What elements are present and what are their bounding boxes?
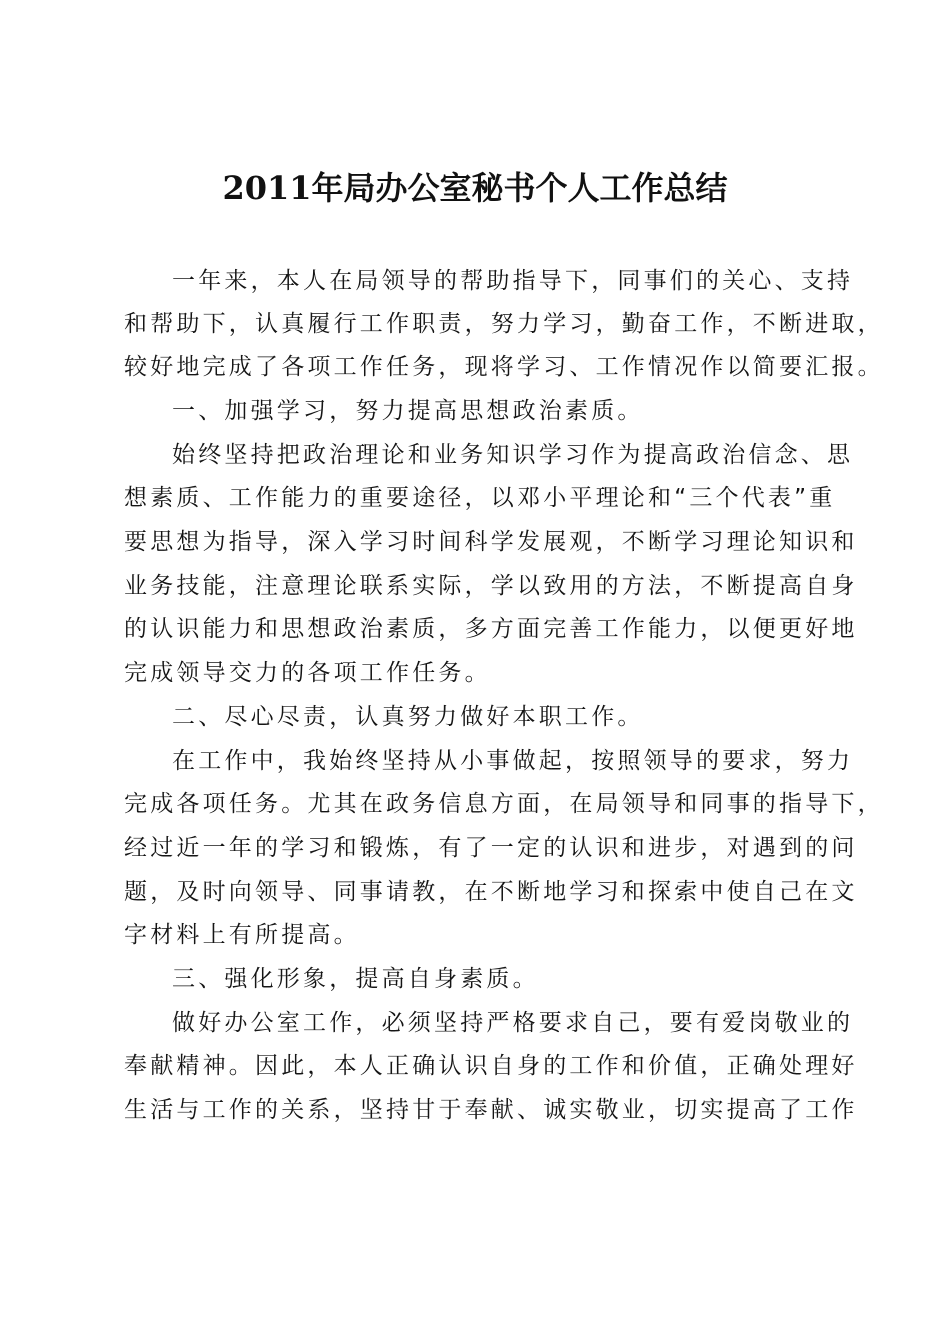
section-heading-3: 三、强化形象，提高自身素质。 [172, 966, 539, 992]
paragraph-line: 完成各项任务。尤其在政务信息方面，在局领导和同事的指导下， [124, 791, 884, 817]
paragraph-line: 一年来，本人在局领导的帮助指导下，同事们的关心、支持 [172, 268, 854, 294]
paragraph-line: 业务技能，注意理论联系实际，学以致用的方法，不断提高自身 [124, 573, 858, 599]
paragraph-line: 题，及时向领导、同事请教，在不断地学习和探索中使自己在文 [124, 879, 858, 905]
section-heading-1: 一、加强学习，努力提高思想政治素质。 [172, 398, 644, 424]
section-heading-2: 二、尽心尽责，认真努力做好本职工作。 [172, 704, 644, 730]
paragraph-line: 较好地完成了各项工作任务，现将学习、工作情况作以简要汇报。 [124, 354, 884, 380]
paragraph-line: 想素质、工作能力的重要途径，以邓小平理论和“三个代表”重 [124, 485, 836, 511]
paragraph-line: 奉献精神。因此，本人正确认识自身的工作和价值，正确处理好 [124, 1053, 858, 1079]
paragraph-line: 的认识能力和思想政治素质，多方面完善工作能力，以便更好地 [124, 616, 858, 642]
paragraph-line: 始终坚持把政治理论和业务知识学习作为提高政治信念、思 [172, 442, 854, 468]
paragraph-line: 在工作中，我始终坚持从小事做起，按照领导的要求，努力 [172, 748, 854, 774]
paragraph-line: 完成领导交力的各项工作任务。 [124, 660, 491, 686]
paragraph-line: 做好办公室工作，必须坚持严格要求自己，要有爱岗敬业的 [172, 1010, 854, 1036]
paragraph-line: 字材料上有所提高。 [124, 922, 360, 948]
paragraph-line: 和帮助下，认真履行工作职责，努力学习，勤奋工作，不断进取， [124, 311, 884, 337]
paragraph-line: 生活与工作的关系，坚持甘于奉献、诚实敬业，切实提高了工作 [124, 1097, 858, 1123]
document-title: 2011年局办公室秘书个人工作总结 [222, 169, 728, 207]
paragraph-line: 要思想为指导，深入学习时间科学发展观，不断学习理论知识和 [124, 529, 858, 555]
paragraph-line: 经过近一年的学习和锻炼，有了一定的认识和进步，对遇到的问 [124, 835, 858, 861]
